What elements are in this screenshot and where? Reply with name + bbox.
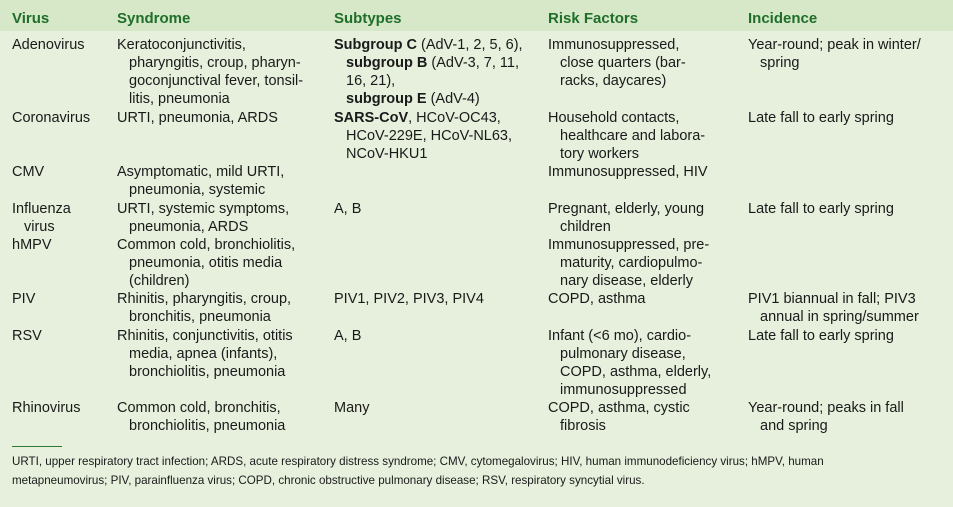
cell-virus: RSV <box>12 328 42 344</box>
cell-virus: Rhinovirus <box>12 400 81 416</box>
cell-syndrome: Common cold, bronchitis, bronchiolitis, pneumonia <box>117 400 286 434</box>
cell-virus: hMPV <box>12 237 52 253</box>
cell-subtypes: SARS-CoV, HCoV-OC43, HCoV-229E, HCoV-NL63, NCoV-HKU1 <box>334 110 513 162</box>
cell-risk-factors: COPD, asthma, cystic fibrosis <box>548 400 690 434</box>
header-syndrome: Syndrome <box>117 10 191 27</box>
header-subtypes: Subtypes <box>334 10 402 27</box>
cell-risk-factors: Household contacts, healthcare and labora- tory workers <box>548 110 706 162</box>
cell-syndrome: URTI, pneumonia, ARDS <box>117 110 278 126</box>
cell-virus: Influenza virus <box>12 201 71 235</box>
cell-virus: PIV <box>12 291 36 307</box>
cell-virus: Coronavirus <box>12 110 91 126</box>
cell-subtypes: A, B <box>334 328 362 344</box>
cell-subtypes: Subgroup C (AdV-1, 2, 5, 6), subgroup B (AdV-3, 7, 11, 16, 21), subgroup E (AdV-4) <box>334 37 523 107</box>
table-header <box>0 0 953 31</box>
header-incidence: Incidence <box>748 10 818 27</box>
cell-risk-factors: Infant (<6 mo), cardio- pulmonary disease, COPD, asthma, elderly, immunosuppressed <box>548 328 712 398</box>
cell-risk-factors: COPD, asthma <box>548 291 646 307</box>
cell-subtypes: PIV1, PIV2, PIV3, PIV4 <box>334 291 484 307</box>
header-risk-factors: Risk Factors <box>548 10 639 27</box>
cell-syndrome: URTI, systemic symptoms, pneumonia, ARDS <box>117 201 290 235</box>
footnote: URTI, upper respiratory tract infection; ARDS, acute respiratory distress syndrome; CMV, cytomegalovirus; HIV, human immunodeficiency virus; hMPV, human metapneumovirus; PIV, parainfluenza virus; COPD, chronic obstructive pulmonary disease; RSV, respiratory syncytial virus. <box>12 455 824 487</box>
cell-subtypes: A, B <box>334 201 362 217</box>
cell-syndrome: Keratoconjunctivitis, pharyngitis, croup, pharyn- goconjunctival fever, tonsil- litis, pneumonia <box>117 37 304 107</box>
cell-syndrome: Asymptomatic, mild URTI, pneumonia, systemic <box>117 164 285 198</box>
cell-virus: CMV <box>12 164 45 180</box>
cell-risk-factors: Immunosuppressed, close quarters (bar- racks, daycares) <box>548 37 686 89</box>
cell-incidence: Year-round; peak in winter/ spring <box>748 37 921 71</box>
footnote-divider <box>12 446 62 447</box>
cell-syndrome: Rhinitis, conjunctivitis, otitis media, apnea (infants), bronchiolitis, pneumonia <box>117 328 293 380</box>
cell-subtypes: Many <box>334 400 370 416</box>
cell-risk-factors: Immunosuppressed, HIV <box>548 164 708 180</box>
cell-risk-factors: Pregnant, elderly, young children <box>548 201 705 235</box>
cell-incidence: Late fall to early spring <box>748 328 894 344</box>
cell-virus: Adenovirus <box>12 37 85 53</box>
cell-incidence: Late fall to early spring <box>748 110 894 126</box>
header-virus: Virus <box>12 10 50 27</box>
cell-incidence: PIV1 biannual in fall; PIV3 annual in spring/summer <box>748 291 919 325</box>
cell-risk-factors: Immunosuppressed, pre- maturity, cardiopulmo- nary disease, elderly <box>548 237 710 289</box>
cell-syndrome: Common cold, bronchiolitis, pneumonia, otitis media (children) <box>117 237 296 289</box>
cell-incidence: Year-round; peaks in fall and spring <box>748 400 904 434</box>
cell-incidence: Late fall to early spring <box>748 201 894 217</box>
cell-syndrome: Rhinitis, pharyngitis, croup, bronchitis, pneumonia <box>117 291 292 325</box>
